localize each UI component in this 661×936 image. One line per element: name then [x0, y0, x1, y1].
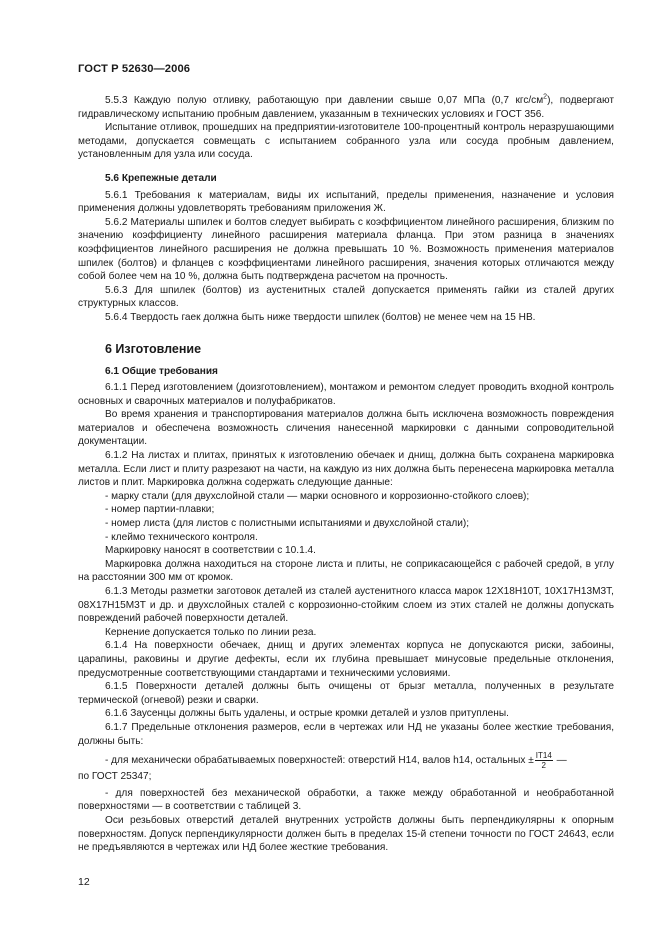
paragraph-5-6-2: 5.6.2 Материалы шпилек и болтов следует выбирать с коэффициентом линейного расширения, близким по значению коэффициенту линейного расширения материала фланца. При этом разница в значениях коэффициентов линейного расширения не должна превышать 10 %. Возможность применения материалов шпилек (болтов) и фланцев с коэффициентами линейного расширения, значения которых отличаются между собой более чем на 10 %, должна быть подтверждена расчетом на прочность.	[78, 216, 614, 283]
document-body	[78, 94, 614, 855]
paragraph-6-1-3: 6.1.3 Методы разметки заготовок деталей из сталей аустенитного класса марок 12Х18Н10Т, 10Х17Н13М3Т, 08Х17Н15М3Т и др. и двухслойных сталей с коррозионно-стойким слоем из этих сталей не должны допускать повреждений рабочей поверхности деталей.	[78, 586, 614, 625]
paragraph-5-6-4: 5.6.4 Твердость гаек должна быть ниже твердости шпилек (болтов) не менее чем на 15 НВ.	[105, 311, 536, 323]
paragraph-6-1-4: 6.1.4 На поверхности обечаек, днищ и других элементах корпуса не допускаются риски, забоины, царапины, раковины и другие дефекты, если их глубина превышает минусовые предельные отклонения, предусмотренные соответствующими стандартами и техническими условиями.	[78, 640, 614, 679]
paragraph-6-1-2: 6.1.2 На листах и плитах, принятых к изготовлению обечаек и днищ, должна быть сохранена маркировка металла. Если лист и плиту разрезают на части, на каждую из них должна быть перенесена маркировка металла листов и плит. Маркировка должна содержать следующие данные:	[78, 450, 614, 489]
list-item-nonmechanical: - для поверхностей без механической обработки, а также между обработанной и необработанной поверхностями — в соответствии с таблицей 3.	[78, 787, 614, 813]
paragraph-6-1-6: 6.1.6 Заусенцы должны быть удалены, и острые кромки деталей и узлов притуплены.	[105, 708, 509, 720]
paragraph-storage: Во время хранения и транспортирования материалов должна быть исключена возможность повреждения материалов и обеспечена возможность сличения нанесенной маркировки с данными сопроводительной документации.	[78, 409, 614, 448]
paragraph-5-6-3: 5.6.3 Для шпилек (болтов) из аустенитных сталей допускается применять гайки из сталей других структурных классов.	[78, 284, 614, 310]
list-item-mechanical: - для механически обрабатываемых поверхностей: отверстий Н14, валов h14, остальных ± $\frac{IT14}{2}$ —	[105, 751, 567, 771]
fraction-it14: $\frac{IT14}{2}$	[535, 751, 552, 771]
paragraph-thread-axes: Оси резьбовых отверстий деталей внутренних устройств должны быть перпендикулярны к опорным поверхностям. Допуск перпендикулярности должен быть в пределах 15-й степени точности по ГОСТ 24643, если не предъявляются в чертежах или НД более жесткие требования.	[78, 814, 614, 854]
paragraph-marking-side: Маркировка должна находиться на стороне листа и плиты, не соприкасающейся с рабочей средой, в углу на расстоянии 300 мм от кромок.	[78, 558, 614, 584]
paragraph-6-1-7: 6.1.7 Предельные отклонения размеров, если в чертежах или НД не указаны более жесткие требования, должны быть:	[78, 721, 614, 747]
paragraph-5-5-3: 5.5.3 Каждую полую отливку, работающую при давлении свыше 0,07 МПа (0,7 кгс/$см^2$), подвергают гидравлическому испытанию пробным давлением, указанным в технических условиях и ГОСТ 356.	[78, 93, 614, 120]
section-heading-5-6: 5.6 Крепежные детали	[105, 172, 217, 184]
list-item: - марку стали (для двухслойной стали — марки основного и коррозионно-стойкого слоев);	[105, 490, 530, 502]
paragraph-5-6-1: 5.6.1 Требования к материалам, виды их испытаний, пределы применения, назначение и условия применения должны удовлетворять требованиям приложения Ж.	[78, 189, 614, 215]
page-number: 12	[78, 876, 90, 888]
paragraph-marking-ref: Маркировку наносят в соответствии с 10.1.4.	[105, 545, 316, 557]
paragraph-6-1-5: 6.1.5 Поверхности деталей должны быть очищены от брызг металла, полученных в результате термической (огневой) резки и сварки.	[78, 681, 614, 706]
section-heading-6-1: 6.1 Общие требования	[105, 365, 218, 377]
paragraph-6-1-1: 6.1.1 Перед изготовлением (доизготовлением), монтажом и ремонтом следует проводить входной контроль основных и сварочных материалов и полуфабрикатов.	[78, 382, 614, 407]
standard-header: ГОСТ Р 52630—2006	[78, 63, 191, 75]
list-item-mechanical-cont: по ГОСТ 25347;	[78, 771, 152, 783]
paragraph-castings-test: Испытание отливок, прошедших на предприятии-изготовителе 100-процентный контроль неразрушающими методами, допускается совмещать с испытанием собранного узла или сосуда пробным давлением, установленным для узла или сосуда.	[78, 122, 614, 161]
list-item: - номер партии-плавки;	[105, 504, 215, 516]
list-item: - номер листа (для листов с полистными испытаниями и двухслойной стали);	[105, 518, 470, 530]
list-item: - клеймо технического контроля.	[105, 531, 258, 543]
paragraph-kernenie: Кернение допускается только по линии реза.	[105, 626, 317, 638]
section-heading-6: 6 Изготовление	[105, 341, 202, 356]
